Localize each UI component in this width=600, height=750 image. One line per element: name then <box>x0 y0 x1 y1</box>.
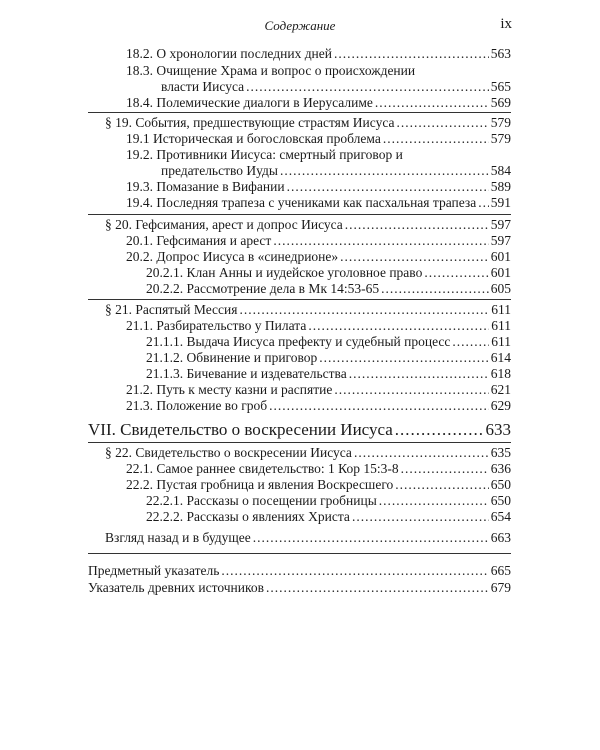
toc-entry-text: Взгляд назад и в будущее <box>105 530 251 545</box>
toc-entry-text: 19.4. Последняя трапеза с учениками как пасхальная трапеза <box>126 195 477 210</box>
toc-entry-page: 650 <box>490 477 511 492</box>
running-header-page-number: ix <box>500 16 512 32</box>
toc-entry-sources-index <box>88 580 511 596</box>
toc-entry-21-3 <box>126 398 511 414</box>
toc-entry-18-3-line2 <box>161 79 511 95</box>
toc-entry-page: 611 <box>491 302 511 317</box>
toc-entry-section-19 <box>105 115 511 131</box>
toc-entry-page: 584 <box>490 163 511 178</box>
toc-entry-19-2-line2 <box>161 163 511 179</box>
toc-entry-text: 21.1. Разбирательство у Пилата <box>126 318 307 333</box>
toc-entry-page: 665 <box>490 563 511 578</box>
toc-entry-page: 597 <box>490 233 511 248</box>
toc-entry-page: 579 <box>490 115 511 130</box>
toc-entry-text: 21.1.2. Обвинение и приговор <box>146 350 318 365</box>
toc-entry-text: § 21. Распятый Мессия <box>105 302 238 317</box>
toc-entry-text: 22.2.1. Рассказы о посещении гробницы <box>146 493 377 508</box>
toc-entry-page: 565 <box>490 79 511 94</box>
toc-entry-18-2 <box>126 46 511 62</box>
toc-entry-page: 569 <box>490 95 511 110</box>
toc-entry-18-3-line1 <box>126 63 511 79</box>
toc-entry-text: 21.1.1. Выдача Иисуса префекту и судебный процесс <box>146 334 451 349</box>
toc-entry-text: VII. Свидетельство о воскресении Иисуса <box>88 420 393 439</box>
toc-entry-page: 633 <box>485 420 511 439</box>
toc-entry-page: 679 <box>490 580 511 595</box>
toc-entry-21-1-3 <box>146 366 511 382</box>
toc-entry-text: 20.1. Гефсимания и арест <box>126 233 272 248</box>
toc-entry-21-2 <box>126 382 511 398</box>
toc-entry-text: 20.2.2. Рассмотрение дела в Мк 14:53-65 <box>146 281 380 296</box>
toc-entry-text: 22.2. Пустая гробница и явления Воскресшего <box>126 477 394 492</box>
toc-entry-19-3 <box>126 179 511 195</box>
toc-entry-20-2-1 <box>146 265 511 281</box>
section-divider <box>88 214 511 215</box>
toc-entry-outlook <box>105 530 511 546</box>
toc-entry-page: 614 <box>490 350 511 365</box>
toc-entry-text: § 20. Гефсимания, арест и допрос Иисуса <box>105 217 343 232</box>
toc-entry-20-1 <box>126 233 511 249</box>
toc-entry-page: 663 <box>490 530 511 545</box>
toc-entry-21-1-2 <box>146 350 511 366</box>
toc-entry-19-1 <box>126 131 511 147</box>
toc-entry-19-4 <box>126 195 511 211</box>
toc-entry-text: Указатель древних источников <box>88 580 264 595</box>
toc-entry-text: 22.1. Самое раннее свидетельство: 1 Кор 15:3-8 <box>126 461 399 476</box>
toc-entry-page: 611 <box>491 334 511 349</box>
section-divider <box>88 299 511 300</box>
toc-entry-18-4 <box>126 95 511 111</box>
toc-entry-page: 589 <box>490 179 511 194</box>
running-header-title: Содержание <box>264 18 336 33</box>
toc-entry-text: Предметный указатель <box>88 563 220 578</box>
toc-entry-page: 611 <box>491 318 511 333</box>
toc-entry-section-21 <box>105 302 511 318</box>
toc-entry-page: 621 <box>490 382 511 397</box>
toc-entry-text: 19.2. Противники Иисуса: смертный приговор и <box>126 147 403 162</box>
toc-entry-text: 20.2. Допрос Иисуса в «синедрионе» <box>126 249 339 264</box>
toc-entry-page: 618 <box>490 366 511 381</box>
section-divider <box>88 553 511 554</box>
toc-entry-text: 19.1 Историческая и богословская проблема <box>126 131 381 146</box>
toc-entry-text: § 22. Свидетельство о воскресении Иисуса <box>105 445 352 460</box>
toc-entry-text: 18.2. О хронологии последних дней <box>126 46 333 61</box>
toc-entry-text: 21.2. Путь к месту казни и распятие <box>126 382 333 397</box>
toc-entry-text: 20.2.1. Клан Анны и иудейское уголовное право <box>146 265 423 280</box>
toc-entry-page: 636 <box>490 461 511 476</box>
toc-entry-chapter-7 <box>88 421 511 439</box>
toc-entry-21-1-1 <box>146 334 511 350</box>
toc-entry-19-2-line1 <box>126 147 511 163</box>
toc-entry-text-continued: власти Иисуса <box>161 79 245 94</box>
toc-entry-text: 19.3. Помазание в Вифании <box>126 179 285 194</box>
toc-entry-text: 18.4. Полемические диалоги в Иерусалиме <box>126 95 373 110</box>
toc-entry-22-2 <box>126 477 511 493</box>
toc-entry-page: 579 <box>490 131 511 146</box>
toc-entry-text: 21.1.3. Бичевание и издевательства <box>146 366 347 381</box>
toc-entry-22-2-2 <box>146 509 511 525</box>
toc-entry-section-20 <box>105 217 511 233</box>
toc-entry-text-continued: предательство Иуды <box>161 163 278 178</box>
toc-entry-text: 18.3. Очищение Храма и вопрос о происхождении <box>126 63 416 78</box>
toc-entry-text: § 19. События, предшествующие страстям Иисуса <box>105 115 395 130</box>
toc-entry-21-1 <box>126 318 511 334</box>
toc-entry-subject-index <box>88 563 511 579</box>
toc-entry-page: 654 <box>490 509 511 524</box>
toc-entry-page: 629 <box>490 398 511 413</box>
toc-entry-page: 601 <box>490 265 511 280</box>
toc-entry-page: 605 <box>490 281 511 296</box>
section-divider <box>88 112 511 113</box>
toc-entry-page: 597 <box>490 217 511 232</box>
toc-entry-text: 21.3. Положение во гроб <box>126 398 268 413</box>
toc-entry-22-1 <box>126 461 511 477</box>
toc-entry-text: 22.2.2. Рассказы о явлениях Христа <box>146 509 350 524</box>
toc-entry-page: 635 <box>490 445 511 460</box>
toc-entry-page: 591 <box>490 195 511 210</box>
toc-entry-page: 601 <box>490 249 511 264</box>
section-divider <box>88 442 511 443</box>
toc-entry-section-22 <box>105 445 511 461</box>
toc-entry-20-2-2 <box>146 281 511 297</box>
toc-entry-page: 563 <box>490 46 511 61</box>
toc-entry-20-2 <box>126 249 511 265</box>
toc-entry-page: 650 <box>490 493 511 508</box>
toc-entry-22-2-1 <box>146 493 511 509</box>
